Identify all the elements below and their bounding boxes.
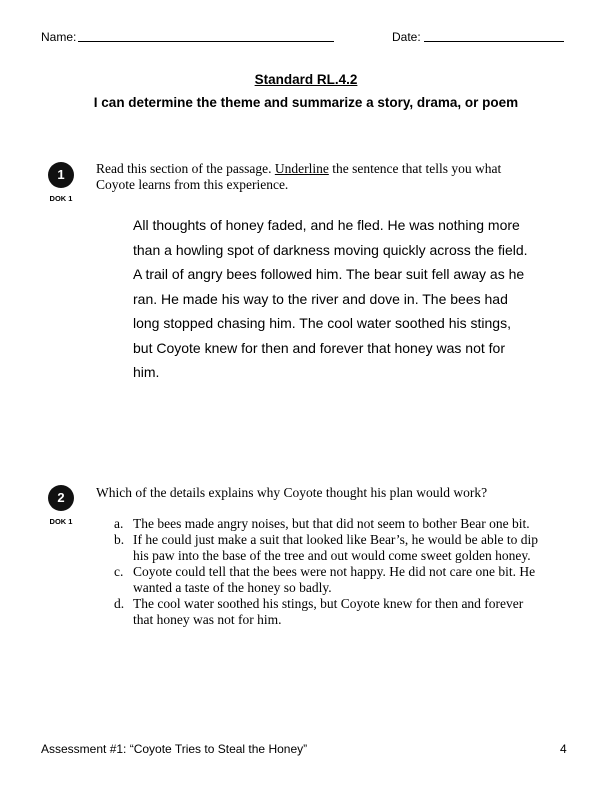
standard-subtitle: I can determine the theme and summarize a story, drama, or poem [93,95,519,110]
question-2-dok-label: DOK 1 [49,517,73,526]
answer-choice-c[interactable] [114,564,544,596]
question-1-number-badge: 1 [48,162,74,188]
answer-choice-letter: b. [114,532,125,547]
answer-choice-a[interactable] [114,516,544,532]
answer-choice-text: The bees made angry noises, but that did not seem to bother Bear one bit. [133,516,530,531]
question-1-passage[interactable]: All thoughts of honey faded, and he fled. He was nothing more than a howling spot of darkness moving quickly across the field. A trail of angry bees followed him. The bear suit fell away as he ran. He made his way to the river and dove in. The bees had long stopped chasing him. The cool water soothed his stings, but Coyote knew for then and forever that honey was not for him. [133,217,528,380]
question-1-dok-label: DOK 1 [49,194,73,203]
answer-choice-text: Coyote could tell that the bees were not happy. He did not care one bit. He wanted a taste of the honey so badly. [133,564,536,595]
answer-choice-letter: a. [114,516,124,531]
answer-choice-letter: d. [114,596,125,611]
standard-title: Standard RL.4.2 [254,72,358,87]
date-field[interactable] [424,41,564,42]
question-2-answer-choices [114,516,544,628]
footer-assessment-title: Assessment #1: “Coyote Tries to Steal the Honey” [41,742,308,756]
answer-choice-letter: c. [114,564,124,579]
question-2-prompt: Which of the details explains why Coyote thought his plan would work? [96,485,488,500]
name-label: Name: [41,30,77,44]
question-1-prompt [96,161,536,193]
name-field[interactable] [78,41,334,42]
question-1-prompt-end: the sentence that tells you what Coyote learns from this experience. [96,161,502,192]
answer-choice-text: If he could just make a suit that looked like Bear’s, he would be able to dip his paw into the base of the tree and out would come sweet golden honey. [133,532,539,563]
question-2-number-badge: 2 [48,485,74,511]
answer-choice-b[interactable] [114,532,544,564]
footer-page-number: 4 [560,742,567,756]
question-1-prompt-start: Read this section of the passage. [96,161,275,176]
question-1-prompt-underline-word: Underline [274,161,329,176]
answer-choice-d[interactable] [114,596,544,628]
date-label: Date: [392,30,421,44]
answer-choice-text: The cool water soothed his stings, but Coyote knew for then and forever that honey was not for him. [133,596,524,627]
